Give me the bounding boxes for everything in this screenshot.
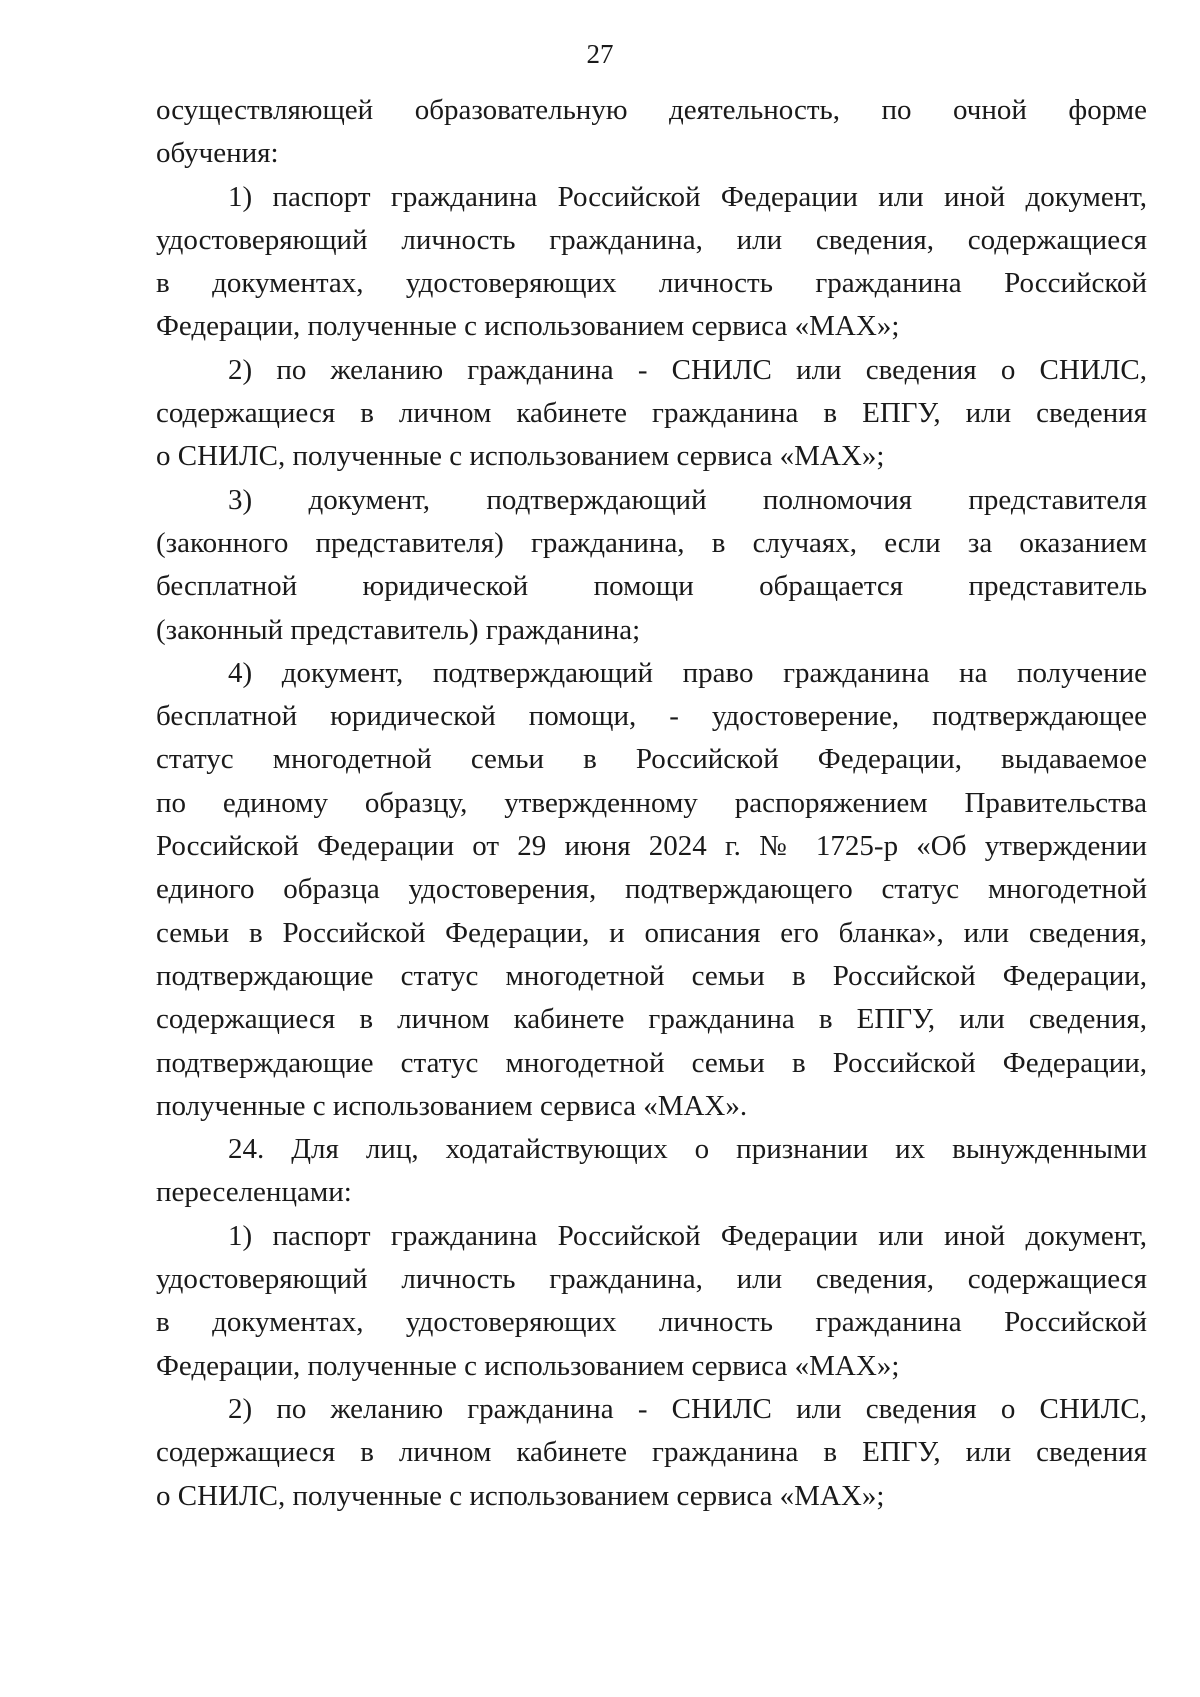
- text-line: о СНИЛС, полученные с использованием сервиса «MAX»;: [156, 1479, 885, 1512]
- text-line: удостоверяющий личность гражданина, или сведения, содержащиеся: [156, 223, 1147, 256]
- text-line: подтверждающие статус многодетной семьи в Российской Федерации,: [156, 1046, 1147, 1079]
- text-line: о СНИЛС, полученные с использованием сервиса «MAX»;: [156, 440, 885, 473]
- text-line: по единому образцу, утвержденному распоряжением Правительства: [156, 786, 1147, 819]
- page-number: 27: [586, 39, 614, 69]
- text-line: осуществляющей образовательную деятельность, по очной форме: [156, 94, 1147, 126]
- text-line: содержащиеся в личном кабинете гражданина в ЕПГУ, или сведения,: [156, 1003, 1147, 1036]
- text-line: семьи в Российской Федерации, и описания его бланка», или сведения,: [156, 916, 1147, 949]
- text-line: 1) паспорт гражданина Российской Федерации или иной документ,: [228, 180, 1147, 213]
- text-line: (законного представителя) гражданина, в случаях, если за оказанием: [156, 526, 1147, 559]
- text-line: Федерации, полученные с использованием сервиса «MAX»;: [156, 310, 900, 343]
- text-line: единого образца удостоверения, подтверждающего статус многодетной: [156, 873, 1147, 906]
- text-line: в документах, удостоверяющих личность гражданина Российской: [156, 1306, 1147, 1339]
- text-line: 4) документ, подтверждающий право гражданина на получение: [228, 656, 1147, 689]
- text-line: 1) паспорт гражданина Российской Федерации или иной документ,: [228, 1219, 1147, 1252]
- text-line: 3) документ, подтверждающий полномочия представителя: [228, 483, 1147, 516]
- document-body: [156, 89, 1147, 1518]
- text-line: содержащиеся в личном кабинете гражданина в ЕПГУ, или сведения: [156, 397, 1147, 430]
- text-line: (законный представитель) гражданина;: [156, 613, 641, 646]
- text-line: в документах, удостоверяющих личность гражданина Российской: [156, 267, 1147, 300]
- text-line: бесплатной юридической помощи, - удостоверение, подтверждающее: [156, 700, 1147, 733]
- text-line: 2) по желанию гражданина - СНИЛС или сведения о СНИЛС,: [228, 1392, 1147, 1425]
- text-line: статус многодетной семьи в Российской Федерации, выдаваемое: [156, 743, 1147, 776]
- text-line: полученные с использованием сервиса «MAX».: [156, 1089, 748, 1122]
- text-line: 24. Для лиц, ходатайствующих о признании их вынужденными: [228, 1133, 1147, 1166]
- text-line: подтверждающие статус многодетной семьи в Российской Федерации,: [156, 959, 1147, 992]
- text-line: Федерации, полученные с использованием сервиса «MAX»;: [156, 1349, 900, 1382]
- text-line: бесплатной юридической помощи обращается представитель: [156, 570, 1147, 603]
- text-line: Российской Федерации от 29 июня 2024 г. № 1725-р «Об утверждении: [156, 830, 1147, 863]
- text-line: обучения:: [156, 137, 279, 170]
- text-line: 2) по желанию гражданина - СНИЛС или сведения о СНИЛС,: [228, 353, 1147, 386]
- text-line: переселенцами:: [156, 1176, 352, 1209]
- text-line: содержащиеся в личном кабинете гражданина в ЕПГУ, или сведения: [156, 1436, 1147, 1469]
- text-line: удостоверяющий личность гражданина, или сведения, содержащиеся: [156, 1263, 1147, 1296]
